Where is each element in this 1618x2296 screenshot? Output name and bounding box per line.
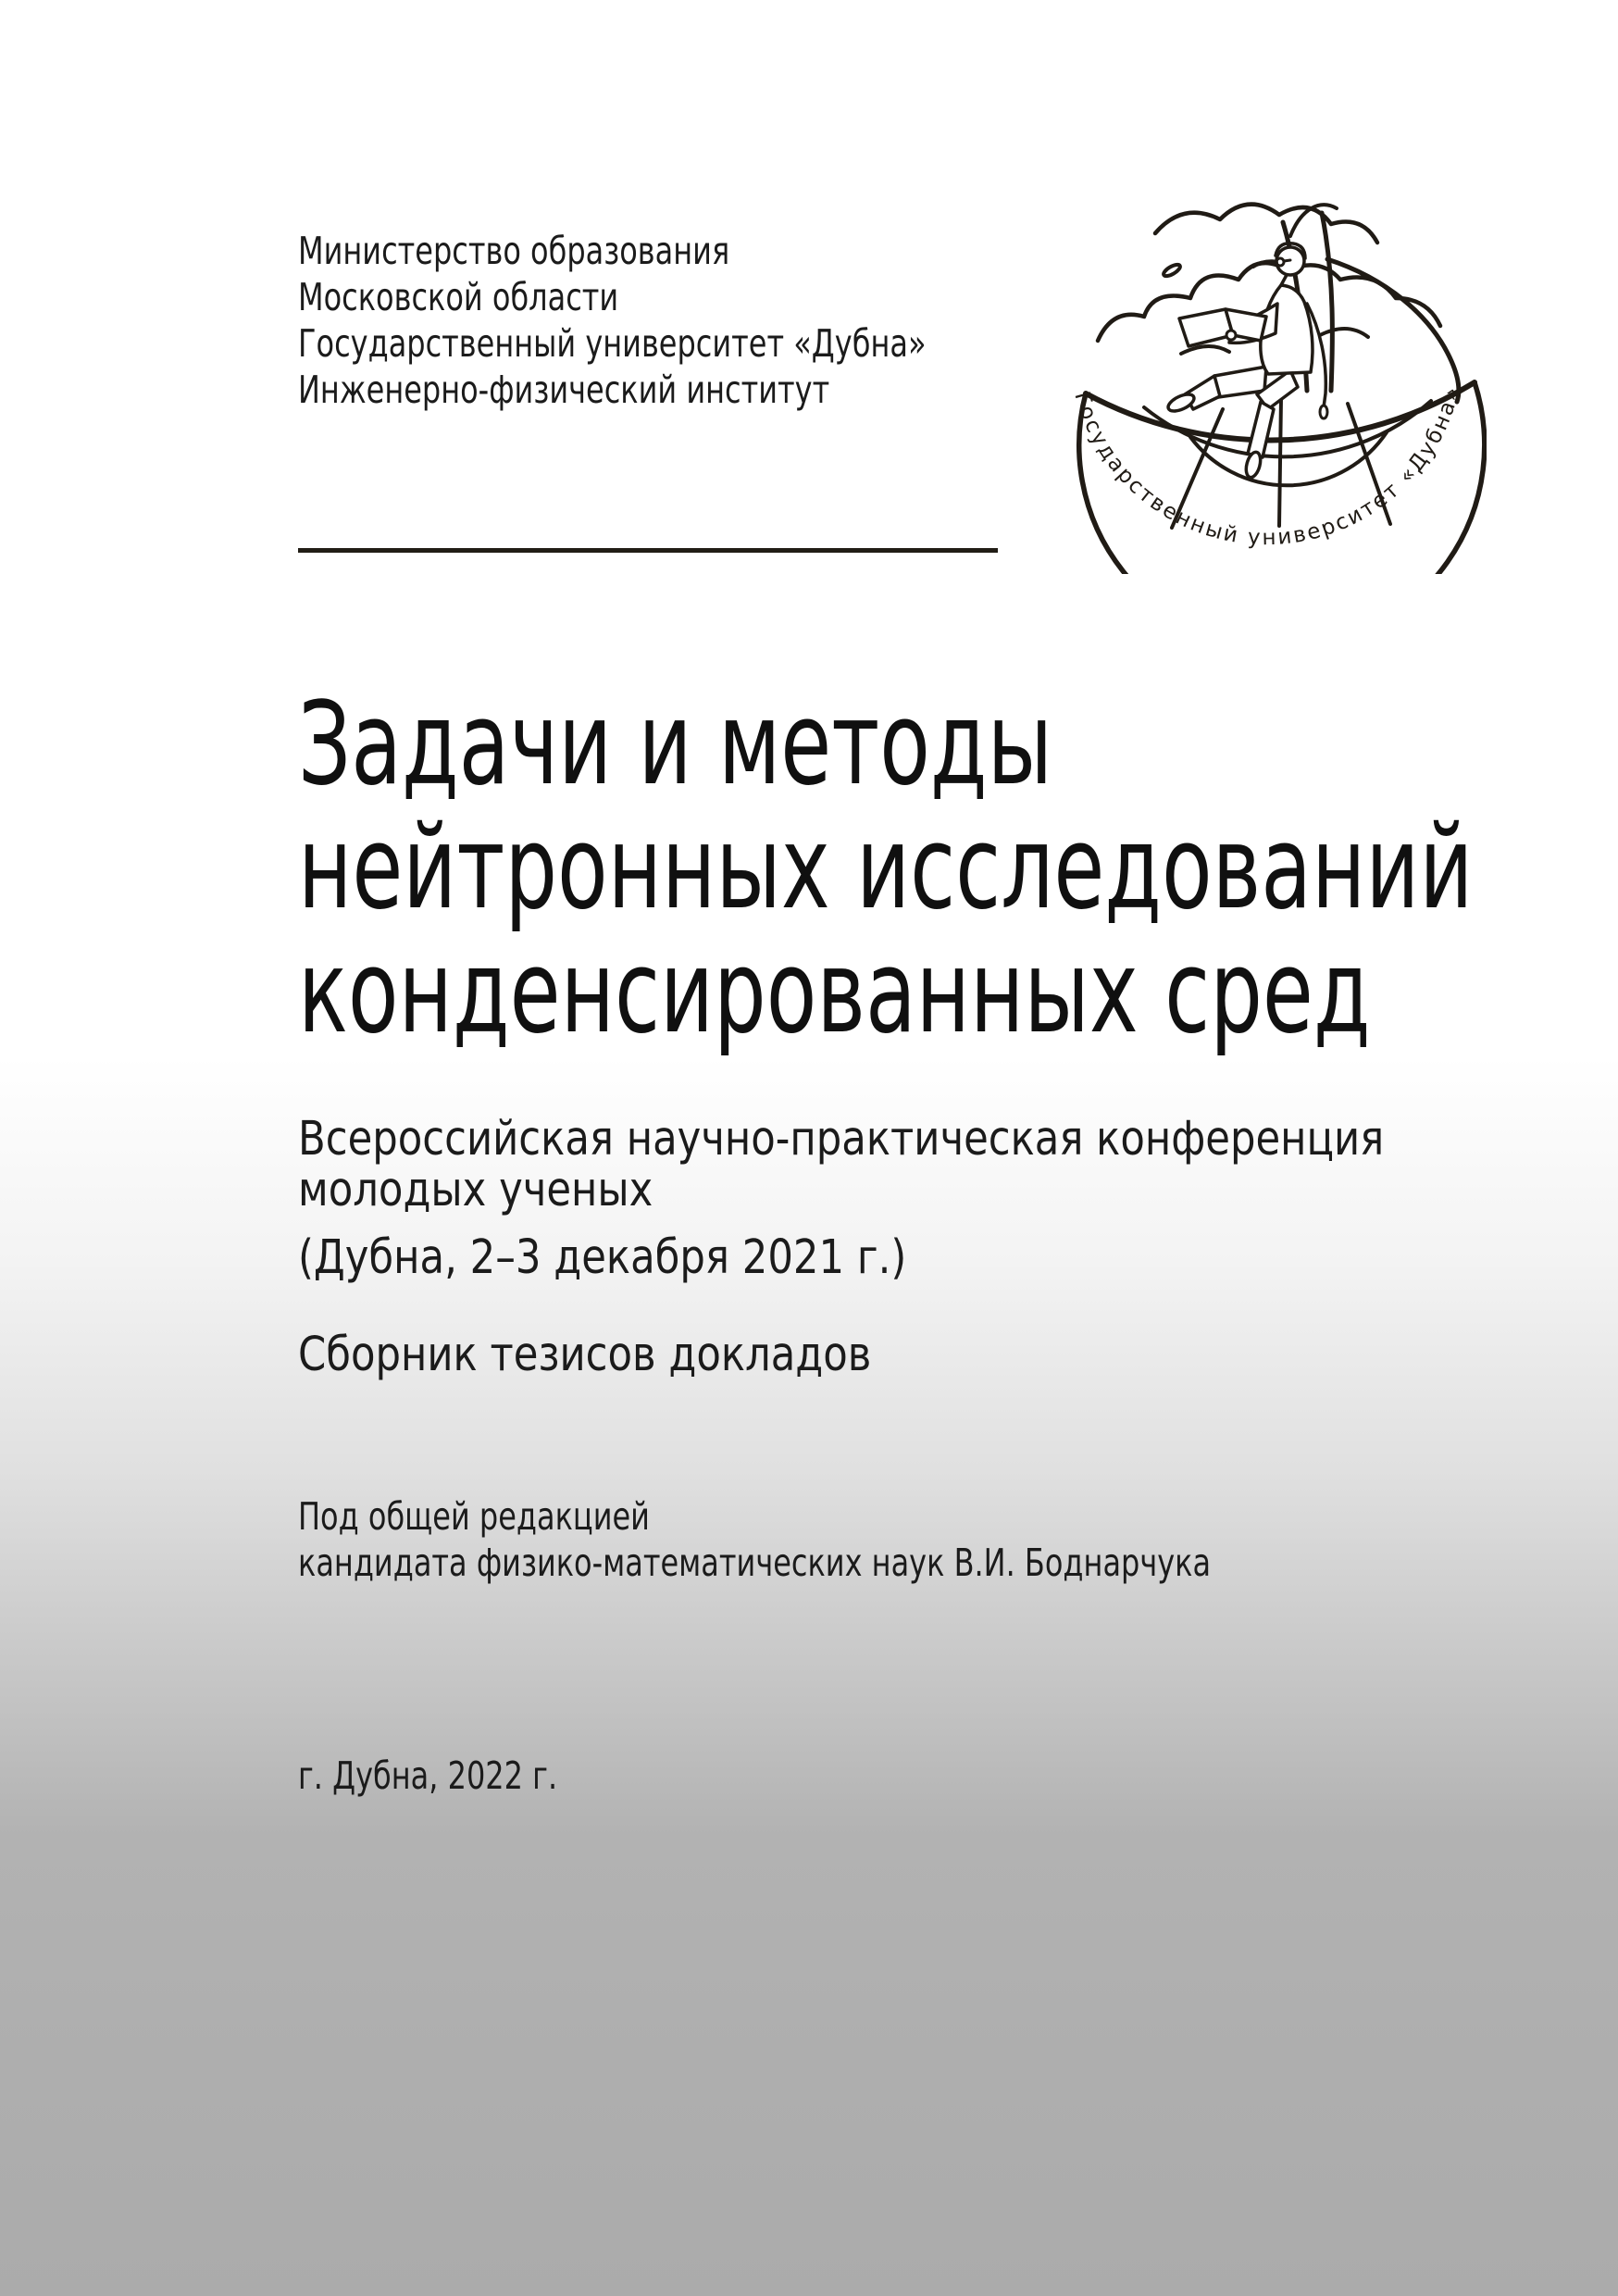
editor-note	[298, 1493, 1468, 1586]
title-line: Задачи и методы	[298, 678, 1053, 811]
imprint-text: г. Дубна, 2022 г.	[298, 1753, 558, 1798]
event-date	[298, 1232, 1014, 1283]
organization-block	[298, 228, 1103, 413]
organization-line: Инженерно-физический институт	[298, 368, 830, 412]
university-logo	[1042, 120, 1487, 574]
collection-type	[298, 1329, 973, 1380]
subtitle-line: молодых ученых	[298, 1163, 653, 1217]
event-date-text: (Дубна, 2–3 декабря 2021 г.)	[298, 1230, 907, 1285]
editor-line: Под общей редакцией	[298, 1494, 650, 1539]
logo-curved-text-label: Государственный университет «Дубна»	[1069, 381, 1465, 551]
organization-line: Московской области	[298, 275, 619, 319]
title-line: нейтронных исследований	[298, 802, 1474, 935]
page-title	[298, 678, 1618, 1059]
divider-line	[298, 548, 998, 553]
title-line: конденсированных сред	[298, 926, 1371, 1059]
editor-line: кандидата физико-математических наук В.И. Боднарчука	[298, 1541, 1212, 1585]
reading-person-icon	[1165, 243, 1327, 480]
imprint	[298, 1753, 630, 1799]
open-book-icon	[1179, 309, 1266, 346]
subtitle-line: Всероссийская научно-практическая конференция	[298, 1112, 1385, 1167]
organization-line: Государственный университет «Дубна»	[298, 321, 927, 366]
conference-subtitle	[298, 1114, 1575, 1216]
organization-line: Министерство образования	[298, 229, 730, 273]
collection-type-text: Сборник тезисов докладов	[298, 1328, 872, 1382]
